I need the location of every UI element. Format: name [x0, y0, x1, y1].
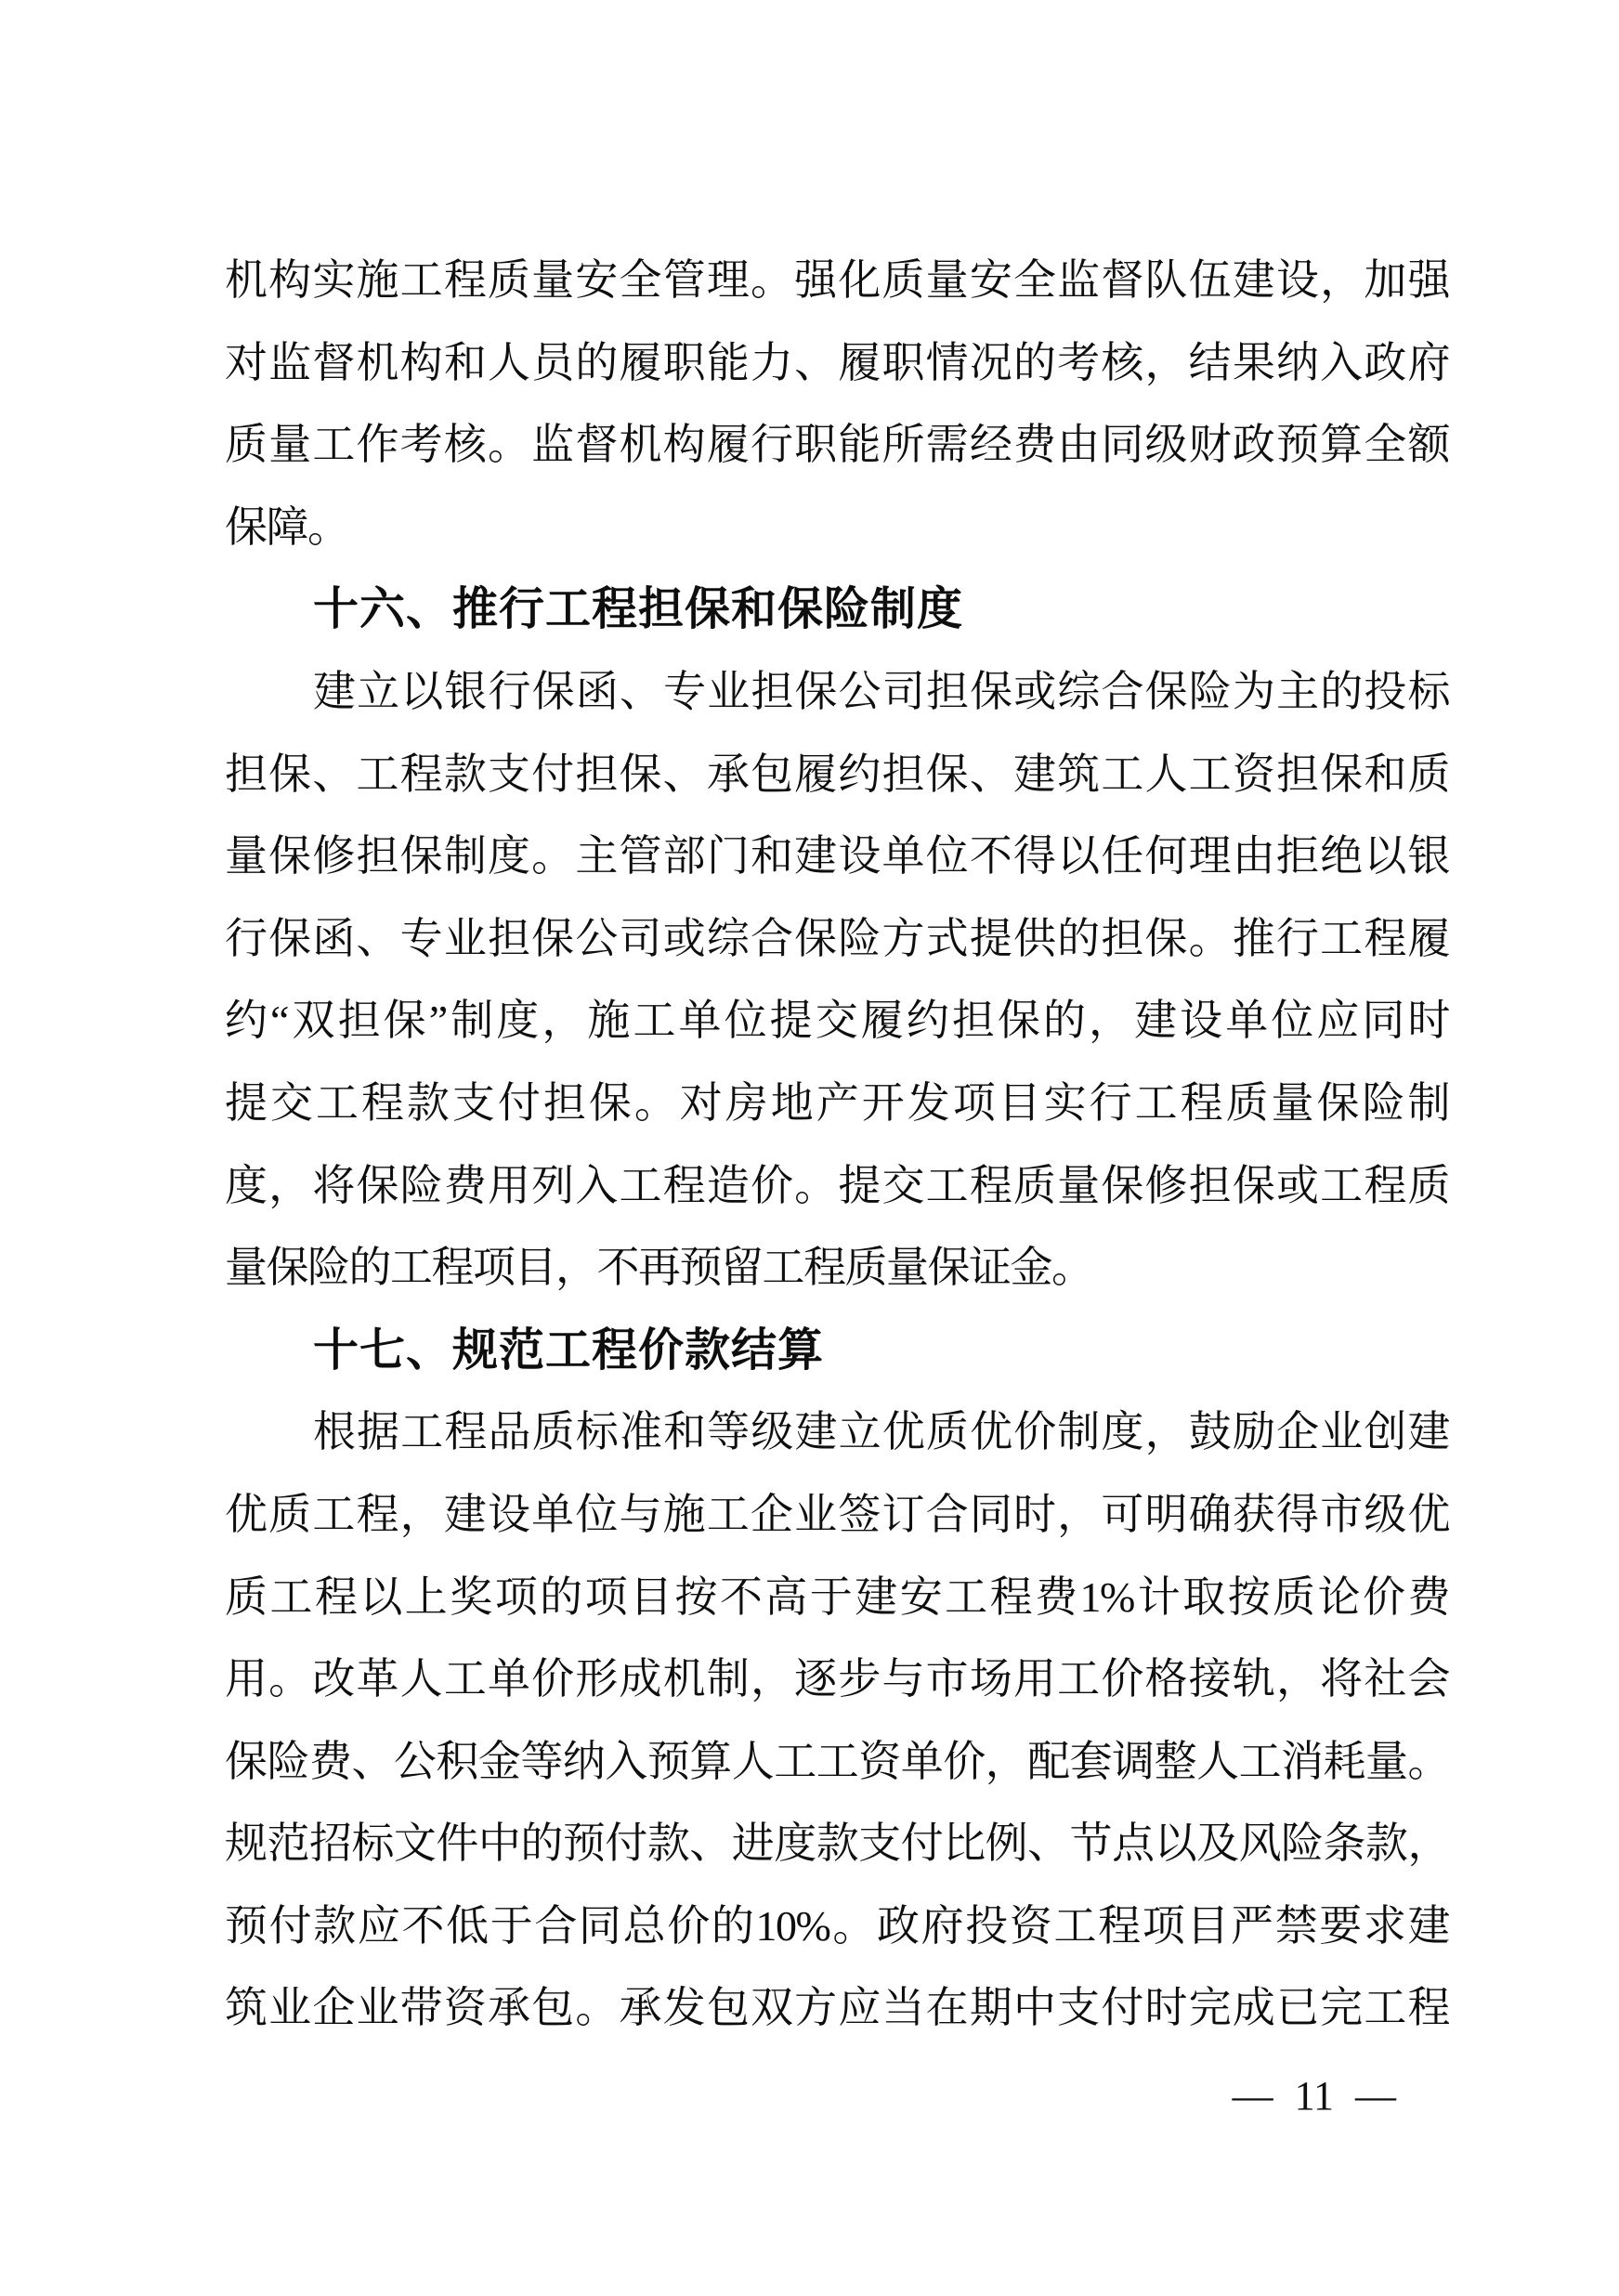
- text-line: 提交工程款支付担保。对房地产开发项目实行工程质量保险制: [225, 1078, 1449, 1127]
- text-line: 对监督机构和人员的履职能力、履职情况的考核，结果纳入政府: [225, 338, 1449, 386]
- text-line: 筑业企业带资承包。承发包双方应当在期中支付时完成已完工程: [225, 1984, 1449, 2032]
- text-line: 担保、工程款支付担保、承包履约担保、建筑工人工资担保和质: [225, 750, 1449, 798]
- text-line: 预付款应不低于合同总价的10%。政府投资工程项目严禁要求建: [225, 1901, 1449, 1950]
- text-line: 用。改革人工单价形成机制，逐步与市场用工价格接轨，将社会: [225, 1655, 1449, 1703]
- text-line: 行保函、专业担保公司或综合保险方式提供的担保。推行工程履: [225, 914, 1449, 962]
- text-line: 规范招标文件中的预付款、进度款支付比例、节点以及风险条款，: [225, 1820, 1449, 1868]
- text-line: 保险费、公积金等纳入预算人工工资单价，配套调整人工消耗量。: [225, 1737, 1449, 1785]
- section-heading-17: 十七、规范工程价款结算: [313, 1324, 825, 1376]
- text-line: 保障。: [225, 502, 349, 551]
- text-line: 度，将保险费用列入工程造价。提交工程质量保修担保或工程质: [225, 1161, 1449, 1209]
- page-number: — 11 —: [1232, 2073, 1396, 2119]
- text-line: 机构实施工程质量安全管理。强化质量安全监督队伍建设，加强: [225, 256, 1449, 304]
- section-heading-16: 十六、推行工程担保和保险制度: [313, 584, 964, 635]
- text-line: 根据工程品质标准和等级建立优质优价制度，鼓励企业创建: [313, 1408, 1449, 1456]
- text-line: 量保险的工程项目，不再预留工程质量保证金。: [225, 1244, 1093, 1292]
- text-line: 建立以银行保函、专业担保公司担保或综合保险为主的投标: [313, 667, 1449, 715]
- text-line: 约“双担保”制度，施工单位提交履约担保的，建设单位应同时: [225, 997, 1449, 1045]
- text-line: 质量工作考核。监督机构履行职能所需经费由同级财政预算全额: [225, 421, 1449, 469]
- text-line: 质工程以上奖项的项目按不高于建安工程费1%计取按质论价费: [225, 1572, 1449, 1621]
- document-body: [225, 240, 1449, 2050]
- text-line: 量保修担保制度。主管部门和建设单位不得以任何理由拒绝以银: [225, 832, 1449, 881]
- page-footer: [1233, 2068, 1396, 2125]
- text-line: 优质工程，建设单位与施工企业签订合同时，可明确获得市级优: [225, 1490, 1449, 1538]
